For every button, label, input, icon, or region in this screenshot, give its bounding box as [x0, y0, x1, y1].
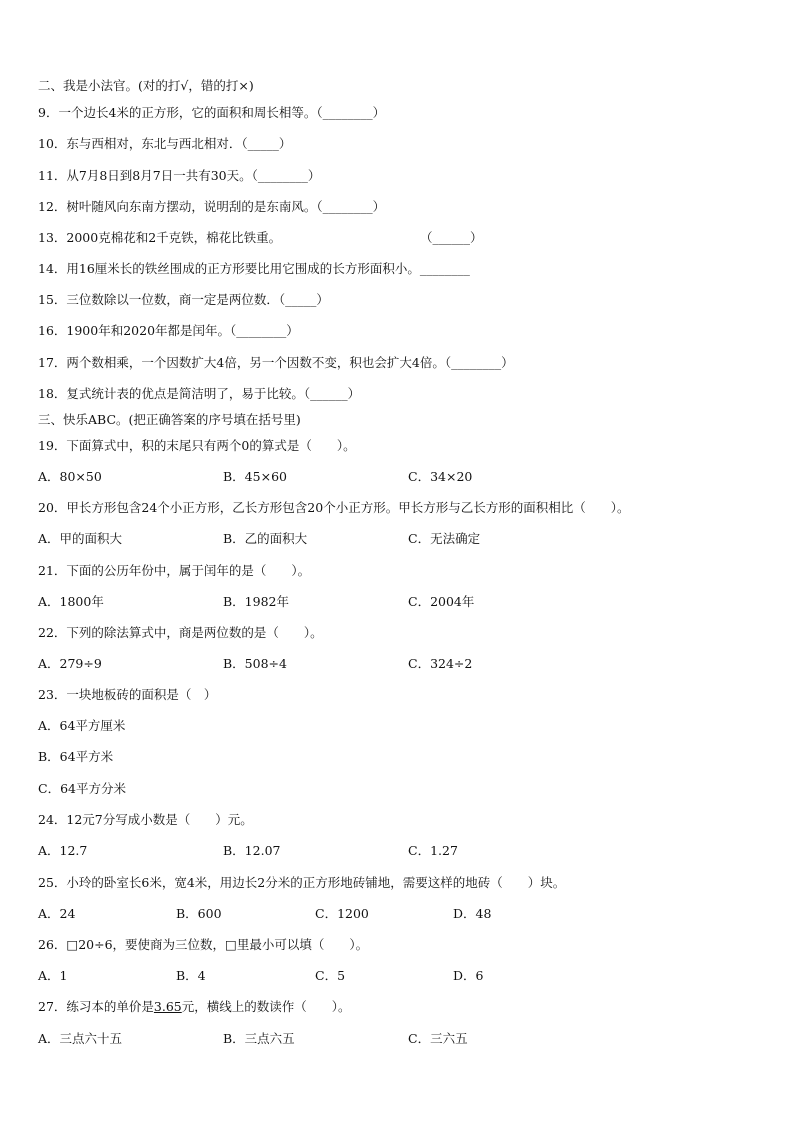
option-25-d[interactable]: D．48 — [453, 906, 492, 921]
option-21-b[interactable]: B．1982年 — [223, 594, 289, 609]
judge-item-18: 18．复式统计表的优点是简洁明了，易于比较。（______） — [38, 386, 361, 401]
option-27-a[interactable]: A．三点六十五 — [38, 1031, 123, 1046]
option-19-a[interactable]: A．80×50 — [38, 469, 102, 484]
option-22-c[interactable]: C．324÷2 — [408, 656, 473, 671]
question-21-stem: 21．下面的公历年份中，属于闰年的是（ ）。 — [38, 563, 311, 578]
judge-item-15: 15．三位数除以一位数，商一定是两位数．（_____） — [38, 292, 329, 307]
option-24-a[interactable]: A．12.7 — [38, 843, 88, 858]
question-27-stem-post: 元，横线上的数读作（ ）。 — [181, 999, 351, 1014]
question-27-stem-pre: 27．练习本的单价是 — [38, 999, 154, 1014]
judge-item-10: 10．东与西相对，东北与西北相对．（_____） — [38, 136, 292, 151]
option-27-c[interactable]: C．三六五 — [408, 1031, 468, 1046]
question-22-stem: 22．下列的除法算式中，商是两位数的是（ ）。 — [38, 625, 323, 640]
option-22-b[interactable]: B．508÷4 — [223, 656, 287, 671]
question-19-stem: 19．下面算式中，积的末尾只有两个0的算式是（ ）。 — [38, 438, 356, 453]
option-24-b[interactable]: B．12.07 — [223, 843, 281, 858]
option-26-c[interactable]: C．5 — [315, 968, 346, 983]
option-23-b[interactable]: B．64平方米 — [38, 749, 114, 764]
option-19-c[interactable]: C．34×20 — [408, 469, 473, 484]
option-27-b[interactable]: B．三点六五 — [223, 1031, 295, 1046]
judge-item-11: 11．从7月8日到8月7日一共有30天。（________） — [38, 168, 321, 183]
question-23-stem: 23．一块地板砖的面积是（ ） — [38, 687, 217, 702]
option-26-a[interactable]: A．1 — [38, 968, 68, 983]
judge-item-13-blank[interactable]: （______） — [420, 230, 483, 245]
section-3-heading: 三、快乐ABC。(把正确答案的序号填在括号里) — [38, 412, 301, 427]
question-27-underlined-number: 3.65 — [153, 999, 182, 1014]
question-24-stem: 24．12元7分写成小数是（ ）元。 — [38, 812, 253, 827]
section-2-heading: 二、我是小法官。(对的打√，错的打×) — [38, 78, 254, 93]
option-21-a[interactable]: A．1800年 — [38, 594, 104, 609]
option-25-b[interactable]: B．600 — [176, 906, 222, 921]
judge-item-17: 17．两个数相乘，一个因数扩大4倍，另一个因数不变，积也会扩大4倍。（________） — [38, 355, 514, 370]
judge-item-13: 13．2000克棉花和2千克铁，棉花比铁重。 — [38, 230, 282, 245]
question-25-stem: 25．小玲的卧室长6米，宽4米，用边长2分米的正方形地砖铺地，需要这样的地砖（ ）块。 — [38, 875, 566, 890]
option-20-c[interactable]: C．无法确定 — [408, 531, 481, 546]
option-20-b[interactable]: B．乙的面积大 — [223, 531, 308, 546]
judge-item-12: 12．树叶随风向东南方摆动，说明刮的是东南风。（________） — [38, 199, 386, 214]
option-20-a[interactable]: A．甲的面积大 — [38, 531, 123, 546]
option-26-d[interactable]: D．6 — [453, 968, 484, 983]
option-19-b[interactable]: B．45×60 — [223, 469, 287, 484]
question-26-stem: 26．□20÷6，要使商为三位数，□里最小可以填（ ）。 — [38, 937, 369, 952]
question-20-stem: 20．甲长方形包含24个小正方形，乙长方形包含20个小正方形。甲长方形与乙长方形的面积相比（ ）。 — [38, 500, 630, 515]
option-21-c[interactable]: C．2004年 — [408, 594, 475, 609]
option-24-c[interactable]: C．1.27 — [408, 843, 458, 858]
option-23-c[interactable]: C．64平方分米 — [38, 781, 126, 796]
option-22-a[interactable]: A．279÷9 — [38, 656, 102, 671]
question-27-stem — [38, 999, 351, 1015]
option-25-a[interactable]: A．24 — [38, 906, 76, 921]
option-26-b[interactable]: B．4 — [176, 968, 206, 983]
option-23-a[interactable]: A．64平方厘米 — [38, 718, 126, 733]
judge-item-9: 9．一个边长4米的正方形，它的面积和周长相等。（________） — [38, 105, 386, 120]
option-25-c[interactable]: C．1200 — [315, 906, 369, 921]
judge-item-14: 14．用16厘米长的铁丝围成的正方形要比用它围成的长方形面积小。________ — [38, 261, 470, 276]
judge-item-16: 16．1900年和2020年都是闰年。（________） — [38, 323, 299, 338]
